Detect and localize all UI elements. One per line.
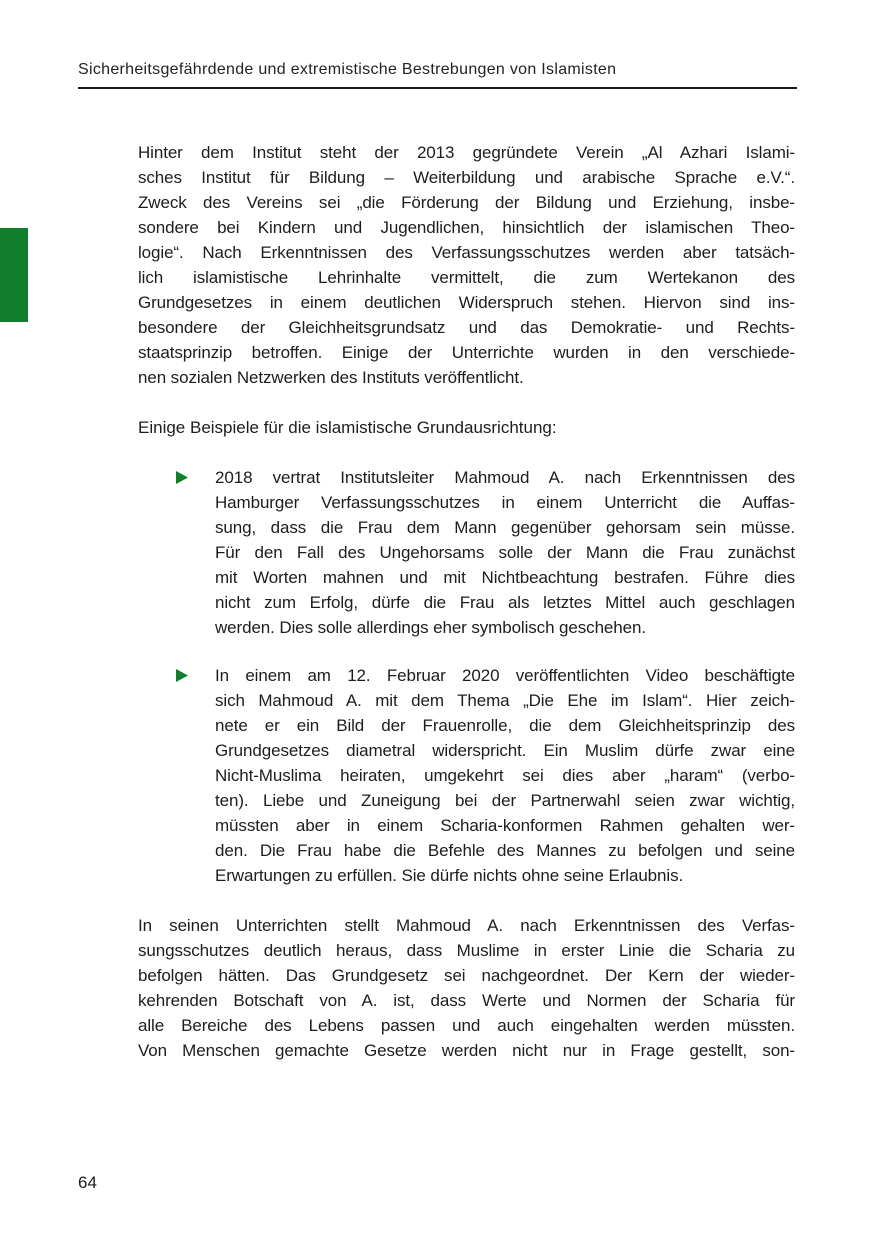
text-line: mit Worten mahnen und mit Nichtbeachtung bestrafen. Führe dies	[215, 568, 795, 587]
text-line: sich Mahmoud A. mit dem Thema „Die Ehe im Islam“. Hier zeich-	[215, 691, 795, 710]
running-header-title: Sicherheitsgefährdende und extremistische Bestrebungen von Islamisten	[78, 61, 617, 78]
chapter-edge-marker	[0, 228, 28, 322]
text-line: Hinter dem Institut steht der 2013 gegründete Verein „Al Azhari Islami-	[138, 143, 795, 162]
text-line: Von Menschen gemachte Gesetze werden nicht nur in Frage gestellt, son-	[138, 1041, 795, 1060]
bullet-triangle-icon	[176, 669, 188, 682]
text-line: 2018 vertrat Institutsleiter Mahmoud A. nach Erkenntnissen des	[215, 468, 795, 487]
text-line: Nicht-Muslima heiraten, umgekehrt sei dies aber „haram“ (verbo-	[215, 766, 795, 785]
text-line: alle Bereiche des Lebens passen und auch eingehalten werden müssten.	[138, 1016, 795, 1035]
text-line: werden. Dies solle allerdings eher symbolisch geschehen.	[215, 618, 646, 637]
bullet-triangle-icon	[176, 471, 188, 484]
text-line: ten). Liebe und Zuneigung bei der Partnerwahl seien zwar wichtig,	[215, 791, 795, 810]
text-line: befolgen hätten. Das Grundgesetz sei nachgeordnet. Der Kern der wieder-	[138, 966, 795, 985]
text-line: besondere der Gleichheitsgrundsatz und das Demokratie- und Rechts-	[138, 318, 795, 337]
paragraph	[138, 140, 795, 390]
text-line: nen sozialen Netzwerken des Instituts veröffentlicht.	[138, 368, 524, 387]
examples-intro-line: Einige Beispiele für die islamistische Grundausrichtung:	[138, 418, 557, 437]
text-line: den. Die Frau habe die Befehle des Mannes zu befolgen und seine	[215, 841, 795, 860]
text-line: sungsschutzes deutlich heraus, dass Muslime in erster Linie die Scharia zu	[138, 941, 795, 960]
text-line: staatsprinzip betroffen. Einige der Unterrichte wurden in den verschiede-	[138, 343, 795, 362]
page-number: 64	[78, 1173, 97, 1192]
text-line: nicht zum Erfolg, dürfe die Frau als letztes Mittel auch geschlagen	[215, 593, 795, 612]
text-line: In einem am 12. Februar 2020 veröffentlichten Video beschäftigte	[215, 666, 795, 685]
text-line: sondere bei Kindern und Jugendlichen, hinsichtlich der islamischen Theo-	[138, 218, 795, 237]
text-line: Für den Fall des Ungehorsams solle der Mann die Frau zunächst	[215, 543, 795, 562]
text-line: sches Institut für Bildung – Weiterbildung und arabische Sprache e.V.“.	[138, 168, 795, 187]
bullet-item	[138, 663, 795, 888]
paragraph	[138, 913, 795, 1063]
text-line: Grundgesetzes in einem deutlichen Widerspruch stehen. Hiervon sind ins-	[138, 293, 795, 312]
bullet-item	[138, 465, 795, 640]
text-line: Zweck des Vereins sei „die Förderung der Bildung und Erziehung, insbe-	[138, 193, 795, 212]
text-line: müssten aber in einem Scharia-konformen Rahmen gehalten wer-	[215, 816, 795, 835]
text-line: nete er ein Bild der Frauenrolle, die dem Gleichheitsprinzip des	[215, 716, 795, 735]
text-line: Hamburger Verfassungsschutzes in einem Unterricht die Auffas-	[215, 493, 795, 512]
bullet-text	[215, 465, 795, 640]
bullet-text	[215, 663, 795, 888]
text-line: In seinen Unterrichten stellt Mahmoud A. nach Erkenntnissen des Verfas-	[138, 916, 795, 935]
text-line: kehrenden Botschaft von A. ist, dass Werte und Normen der Scharia für	[138, 991, 795, 1010]
header-rule	[78, 87, 797, 89]
text-line: logie“. Nach Erkenntnissen des Verfassungsschutzes werden aber tatsäch-	[138, 243, 795, 262]
text-line: Grundgesetzes diametral widerspricht. Ein Muslim dürfe zwar eine	[215, 741, 795, 760]
text-line: Erwartungen zu erfüllen. Sie dürfe nichts ohne seine Erlaubnis.	[215, 866, 684, 885]
text-line: lich islamistische Lehrinhalte vermittelt, die zum Wertekanon des	[138, 268, 795, 287]
text-line: sung, dass die Frau dem Mann gegenüber gehorsam sein müsse.	[215, 518, 795, 537]
